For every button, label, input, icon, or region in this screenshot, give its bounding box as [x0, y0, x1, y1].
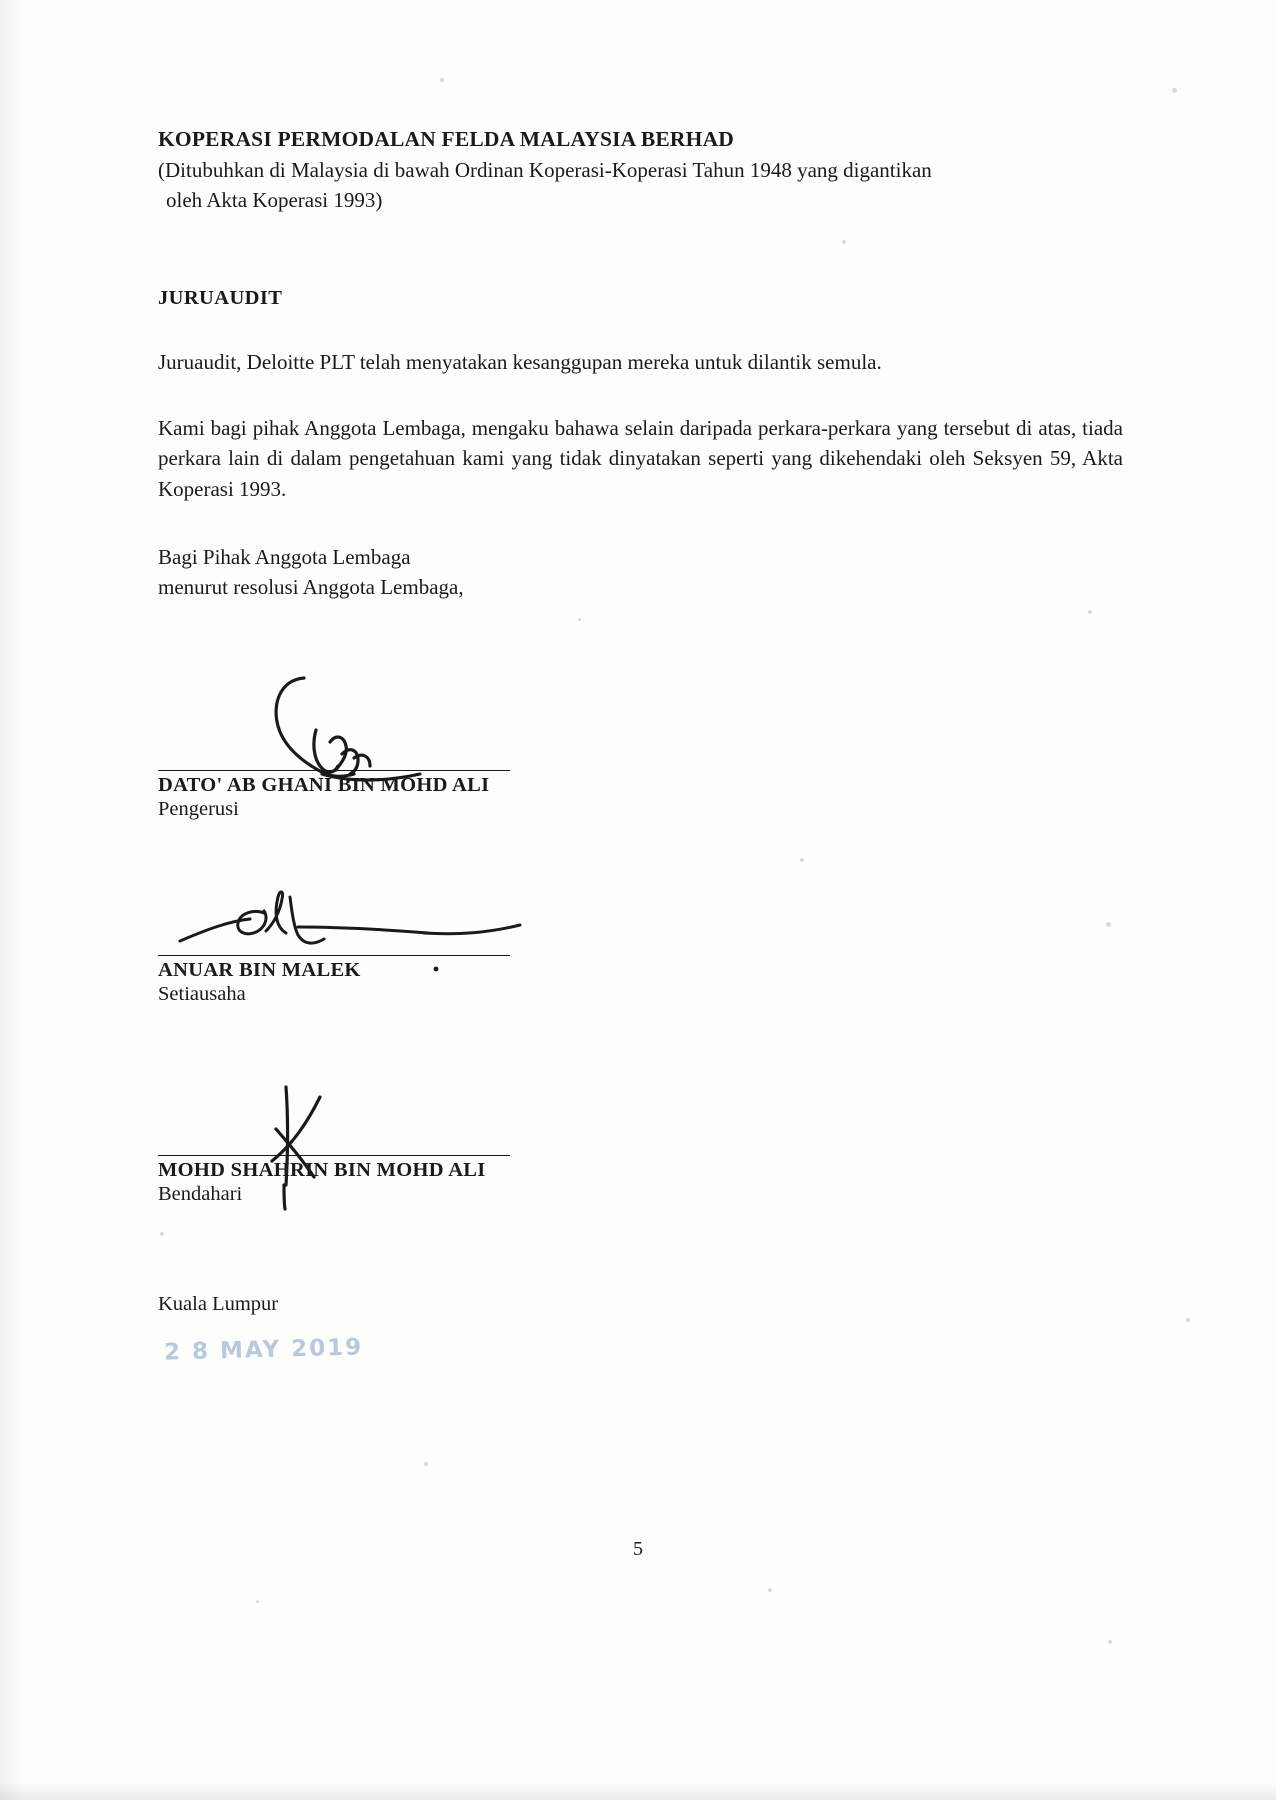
scan-speck — [578, 618, 581, 621]
signature-block-pengerusi — [158, 770, 678, 821]
page-number: 5 — [633, 1538, 643, 1560]
scan-speck — [1106, 922, 1111, 927]
date-stamp: 2 8 MAY 2019 — [163, 1334, 364, 1366]
city-label: Kuala Lumpur — [158, 1293, 279, 1315]
scan-speck — [424, 1462, 428, 1466]
scan-speck — [440, 78, 444, 82]
signatory-name-bendahari: MOHD SHAHRIN BIN MOHD ALI — [158, 1159, 486, 1181]
section-heading-juruaudit: JURUAUDIT — [158, 287, 283, 309]
scan-speck — [1108, 1640, 1112, 1644]
closing-line-2: menurut resolusi Anggota Lembaga, — [158, 575, 464, 600]
signatory-role-setiausaha: Setiausaha — [158, 983, 246, 1005]
organisation-subtitle — [158, 156, 1123, 216]
closing-lines — [158, 542, 464, 603]
scan-speck — [160, 1232, 164, 1236]
organisation-title: KOPERASI PERMODALAN FELDA MALAYSIA BERHAD — [158, 127, 735, 151]
paragraph-declaration: Kami bagi pihak Anggota Lembaga, mengaku bahawa selain daripada perkara-perkara yang tersebut di atas, tiada perkara lain di dalam pengetahuan kami yang tidak dinyatakan seperti yang dikehendaki oleh Seksyen 59, Akta Koperasi 1993. — [158, 416, 1123, 501]
signature-line-bendahari — [158, 1155, 510, 1156]
closing-line-1: Bagi Pihak Anggota Lembaga — [158, 545, 411, 569]
signatory-role-pengerusi: Pengerusi — [158, 798, 239, 820]
signature-block-setiausaha — [158, 955, 678, 1006]
signatory-role-bendahari: Bendahari — [158, 1183, 243, 1205]
scan-edge-shadow-bottom — [0, 1782, 1276, 1800]
signatory-name-pengerusi: DATO' AB GHANI BIN MOHD ALI — [158, 774, 490, 796]
signature-line-setiausaha — [158, 955, 510, 956]
scan-speck — [768, 1588, 772, 1592]
signatory-name-setiausaha: ANUAR BIN MALEK — [158, 959, 361, 981]
organisation-subtitle-line2: oleh Akta Koperasi 1993) — [166, 187, 383, 212]
scan-speck — [1186, 1318, 1190, 1322]
paragraph-auditor: Juruaudit, Deloitte PLT telah menyatakan kesanggupan mereka untuk dilantik semula. — [158, 350, 882, 374]
scan-speck — [842, 240, 846, 244]
document-body — [158, 125, 1123, 1366]
scan-speck — [800, 858, 804, 862]
scan-speck — [1088, 610, 1092, 614]
scan-edge-shadow-left — [0, 0, 26, 1800]
signature-line-pengerusi — [158, 770, 510, 771]
scan-speck — [1172, 88, 1177, 93]
organisation-subtitle-line1: (Ditubuhkan di Malaysia di bawah Ordinan Koperasi-Koperasi Tahun 1948 yang digantikan — [158, 158, 932, 183]
scan-speck — [256, 1600, 259, 1603]
signature-block-bendahari — [158, 1155, 678, 1206]
